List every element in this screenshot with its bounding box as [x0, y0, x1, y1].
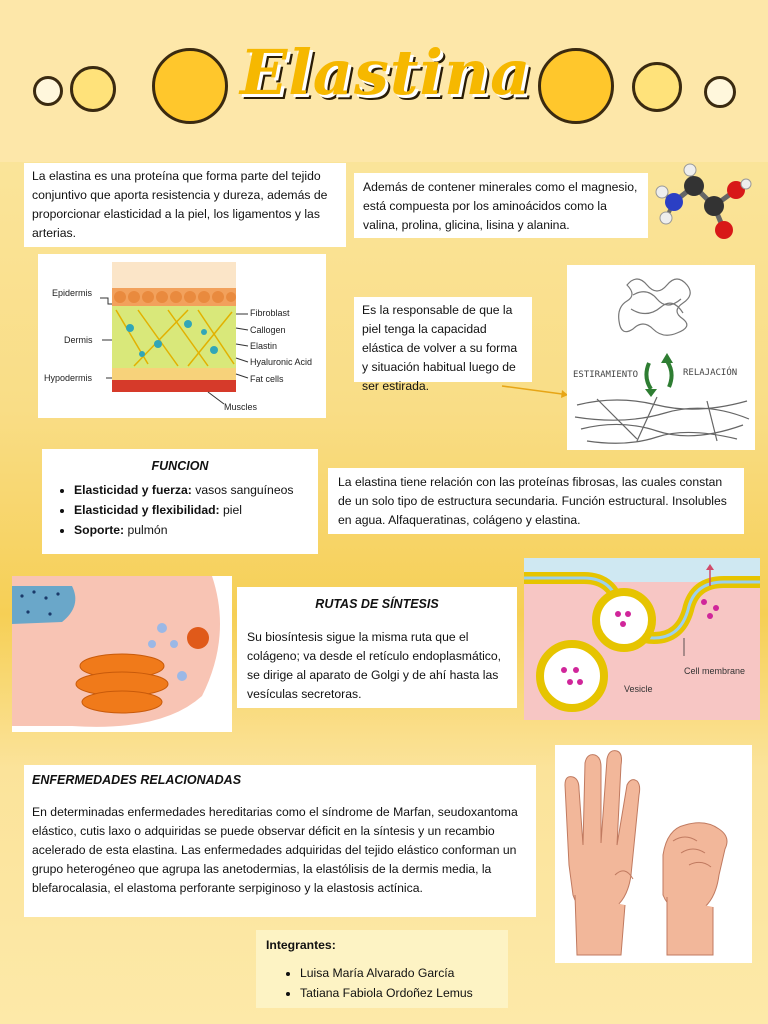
function-list: [52, 480, 308, 540]
vesicle-membrane-diagram: [524, 558, 760, 720]
synthesis-heading: RUTAS DE SÍNTESIS: [315, 597, 439, 611]
diseases-heading: ENFERMEDADES RELACIONADAS: [32, 773, 242, 787]
structure-label: Muscles: [224, 402, 258, 412]
stretch-label: ESTIRAMIENTO: [573, 370, 639, 380]
structure-label: Hyaluronic Acid: [250, 357, 313, 367]
function-heading: FUNCION: [151, 459, 209, 473]
deco-circle: [70, 66, 116, 112]
fibrous-text: La elastina tiene relación con las proteínas fibrosas, las cuales constan de un solo tipo de estructura secundaria. Función estructural. Insolubles en agua. Alfaqueratinas, colágeno y elastina.: [338, 475, 727, 527]
members-heading: Integrantes:: [266, 938, 336, 952]
deco-circle: [704, 76, 736, 108]
composition-text: Además de contener minerales como el magnesio, está compuesta por los aminoácidos como la valina, prolina, glicina, lisina y alanina.: [363, 180, 638, 232]
structure-label: Fibroblast: [250, 308, 290, 318]
structure-label: Callogen: [250, 325, 286, 335]
cell-membrane-label: Cell membrane: [684, 666, 746, 676]
amino-acid-molecule: [652, 162, 756, 244]
hands-illustration: [555, 745, 752, 963]
list-item: • Luisa María Alvarado García: [300, 963, 498, 983]
elastic-role-box: [354, 297, 532, 393]
fibrous-box: [328, 468, 744, 534]
members-box: [256, 930, 508, 1008]
list-item: • Elasticidad y flexibilidad: piel: [74, 500, 308, 520]
composition-box: [354, 173, 648, 238]
deco-circle: [632, 62, 682, 112]
layer-label: Epidermis: [52, 288, 93, 298]
structure-label: Elastin: [250, 341, 278, 351]
layer-label: Dermis: [64, 335, 93, 345]
deco-circle: [538, 48, 614, 124]
stretch-relax-diagram: [567, 265, 755, 450]
function-box: [42, 449, 318, 554]
diseases-box: [24, 765, 536, 917]
diseases-text: En determinadas enfermedades hereditarias como el síndrome de Marfan, seudoxantoma elástico, cutis laxo o adquiridas se puede observar déficit en la síntesis y un recambio acelerado de esta elastina. Las enfermedades adquiridas del tejido elástico conforman un grupo heterogéneo que agrupa las anetodermias, la elastólisis de la dermis media, la blefarocalasia, el elastoma perforante serpiginoso y la elastosis actínica.: [32, 805, 518, 895]
cell-organelles-diagram: [12, 576, 232, 732]
vesicle-label: Vesicle: [624, 684, 653, 694]
deco-circle: [33, 76, 63, 106]
structure-label: Fat cells: [250, 374, 284, 384]
list-item: • Elasticidad y fuerza: vasos sanguíneos: [74, 480, 308, 500]
pointer-arrow: [500, 380, 570, 400]
list-item: • Soporte: pulmón: [74, 520, 308, 540]
relax-label: RELAJACIÓN: [683, 368, 738, 378]
members-list: [266, 963, 498, 1003]
synthesis-text: Su biosíntesis sigue la misma ruta que el colágeno; va desde el retículo endoplasmático, se dirige al aparato de Golgi y de ahí hasta las vesículas secretoras.: [247, 630, 502, 701]
synthesis-box: [237, 587, 517, 708]
deco-circle: [152, 48, 228, 124]
page-title: Elastina: [240, 36, 532, 109]
intro-box: [24, 163, 346, 247]
elastic-role-text: Es la responsable de que la piel tenga la capacidad elástica de volver a su forma y situación habitual luego de ser estirada.: [362, 303, 518, 393]
intro-text: La elastina es una proteína que forma parte del tejido conjuntivo que aporta resistencia y dureza, además de proporcionar elasticidad a la piel, los ligamentos y las arterias.: [32, 169, 328, 240]
layer-label: Hypodermis: [44, 373, 93, 383]
list-item: • Tatiana Fabiola Ordoñez Lemus: [300, 983, 498, 1003]
skin-layers-diagram: [38, 254, 326, 418]
